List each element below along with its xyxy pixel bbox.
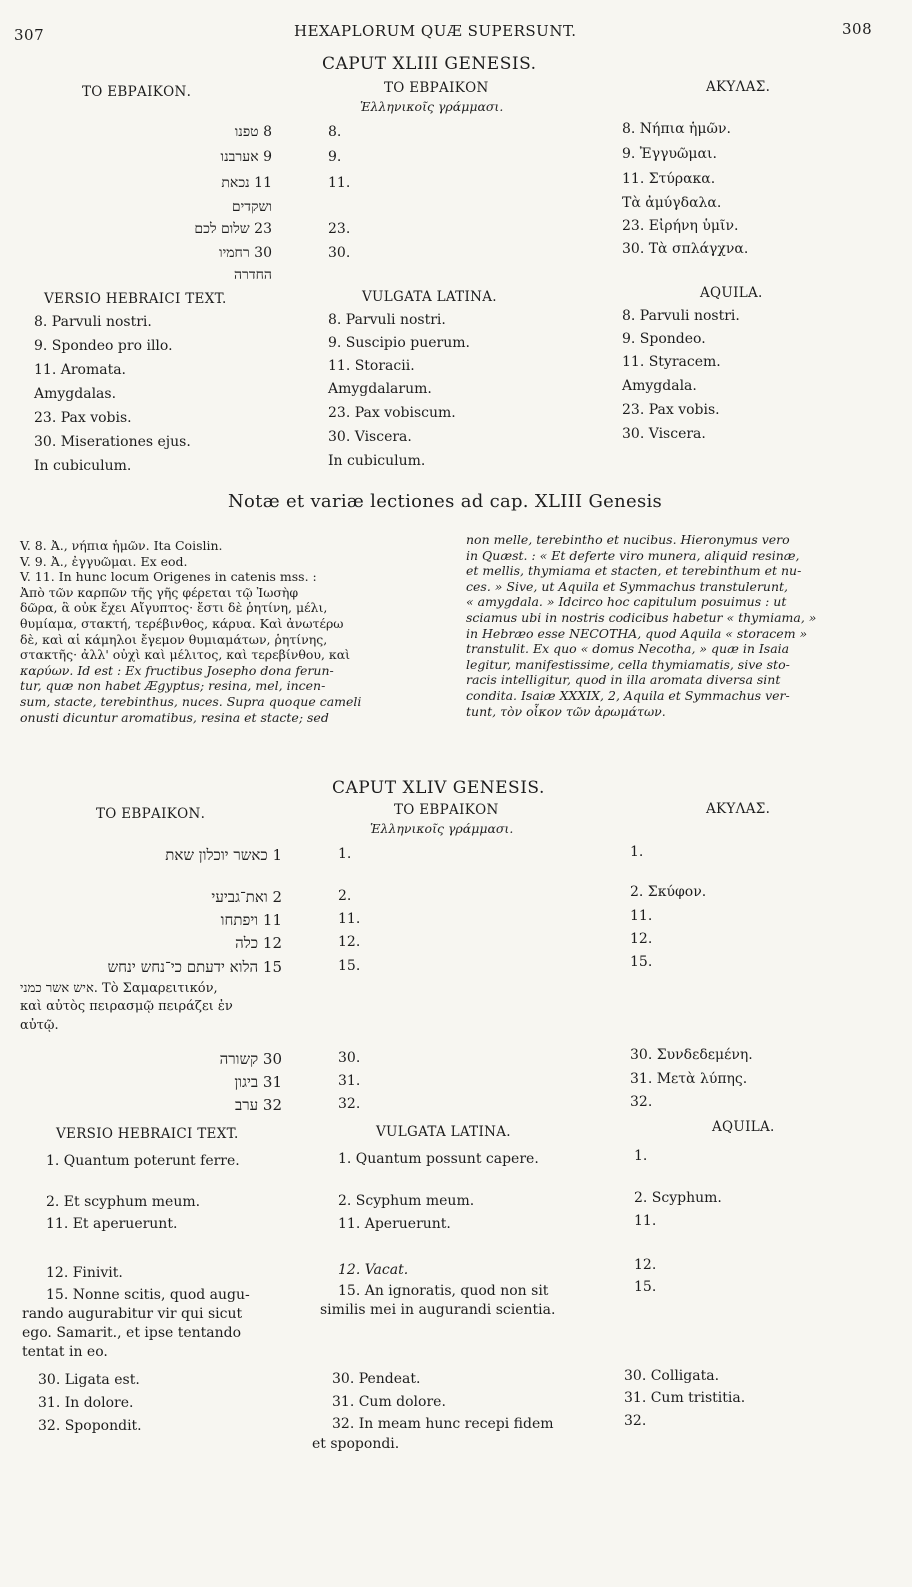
versio-verse: tentat in eo. [22, 1344, 108, 1360]
aquila-greek-verse: 30. Τὰ σπλάγχνα. [622, 241, 749, 257]
aquila-latin-verse: 30. Viscera. [622, 426, 706, 442]
versio-verse: 8. Parvuli nostri. [34, 314, 152, 330]
hebrew-verse-line: 9 אערבנו [220, 149, 272, 165]
transliteration-verse: 1. [338, 846, 352, 862]
hebrew-verse-line: 1 כאשר יוכלון שאת [165, 846, 282, 864]
aquila-latin-verse: 8. Parvuli nostri. [622, 308, 740, 324]
chapter-43-title: CAPUT XLIII GENESIS. [322, 54, 537, 74]
transliteration-verse: 32. [338, 1096, 361, 1112]
aquila-greek-verse: 23. Εἰρήνη ὑμῖν. [622, 218, 739, 234]
notes-right-column [466, 532, 896, 719]
aquila-latin-verse: 31. Cum tristitia. [624, 1390, 746, 1406]
hebrew-verse-line: 11 ויפתחו [220, 911, 282, 929]
aquila-greek-column-heading: ΑΚΥΛΑΣ. [706, 79, 771, 95]
notes-left-column [20, 538, 450, 725]
versio-verse: 1. Quantum poterunt ferre. [46, 1153, 240, 1169]
note-line: καρύων. Id est : Ex fructibus Josepho dona ferun- [20, 662, 334, 678]
vulgata-verse: 9. Suscipio puerum. [328, 335, 470, 351]
hebrew-verse-line: 2 ואת־גביעי [211, 888, 282, 906]
versio-column-heading: VERSIO HEBRAICI TEXT. [44, 291, 227, 307]
note-line: « amygdala. » Idcirco hoc capitulum posuimus : ut [466, 594, 787, 610]
note-line: et mellis, thymiama et stacten, et terebinthum et nu- [466, 563, 802, 579]
transliteration-verse: 30. [338, 1050, 361, 1066]
vulgata-verse: similis mei in augurandi scientia. [320, 1302, 556, 1318]
transliteration-column-heading: ΤΟ ΕΒΡΑΙΚΟΝ [394, 802, 499, 818]
hebrew-verse-line: 12 כלה [235, 934, 282, 952]
vulgata-verse: 32. In meam hunc recepi fidem [332, 1416, 554, 1432]
vulgata-verse: 1. Quantum possunt capere. [338, 1151, 539, 1167]
aquila-greek-verse: 11. Στύρακα. [622, 171, 716, 187]
vulgata-column-heading: VULGATA LATINA. [376, 1124, 511, 1140]
note-line: onusti dicuntur aromatibus, resina et stacte; sed [20, 709, 329, 725]
note-line: legitur, manifestissime, cella thymiamatis, sive sto- [466, 656, 790, 672]
hebrew-verse-line: 15 הלוא ידעתם כי־נחש ינחש [107, 958, 282, 976]
aquila-latin-verse: 32. [624, 1413, 647, 1429]
note-line: in Quæst. : « Et deferte viro munera, aliquid resinæ, [466, 547, 800, 563]
note-line: V. 8. Ἀ., νήπια ἡμῶν. Ita Coislin. [20, 538, 223, 553]
versio-column-heading: VERSIO HEBRAICI TEXT. [56, 1126, 239, 1142]
vulgata-verse: 2. Scyphum meum. [338, 1193, 475, 1209]
vulgata-verse: 30. Viscera. [328, 429, 412, 445]
running-title: HEXAPLORUM QUÆ SUPERSUNT. [294, 22, 577, 40]
vulgata-verse: et spopondi. [312, 1436, 400, 1452]
versio-verse: 15. Nonne scitis, quod augu- [46, 1287, 250, 1303]
aquila-latin-verse: 2. Scyphum. [634, 1190, 722, 1206]
note-line: sciamus ubi in nostris codicibus habetur « thymiama, » [466, 609, 817, 625]
aquila-greek-verse: Τὰ ἀμύγδαλα. [622, 195, 722, 211]
note-line: ces. » Sive, ut Aquila et Symmachus transtulerunt, [466, 578, 789, 594]
aquila-greek-verse: 15. [630, 954, 653, 970]
aquila-greek-verse: 12. [630, 931, 653, 947]
versio-verse: 12. Finivit. [46, 1265, 123, 1281]
aquila-latin-verse: 30. Colligata. [624, 1368, 720, 1384]
aquila-greek-verse: 11. [630, 908, 653, 924]
transliteration-column-subheading: Ἑλληνικοῖς γράμμασι. [370, 821, 514, 836]
versio-verse: 2. Et scyphum meum. [46, 1194, 201, 1210]
vulgata-verse: 15. An ignoratis, quod non sit [338, 1283, 549, 1299]
aquila-latin-verse: 11. Styracem. [622, 354, 721, 370]
transliteration-verse: 11. [338, 911, 361, 927]
transliteration-verse: 15. [338, 958, 361, 974]
aquila-latin-verse: 11. [634, 1213, 657, 1229]
aquila-greek-verse: 30. Συνδεδεμένη. [630, 1047, 753, 1063]
aquila-greek-verse: 8. Νήπια ἡμῶν. [622, 121, 731, 137]
hebrew-verse-line: 11 נכאת [221, 175, 272, 191]
versio-verse: 11. Aromata. [34, 362, 126, 378]
transliteration-column-subheading: Ἑλληνικοῖς γράμμασι. [360, 99, 504, 114]
vulgata-verse: Amygdalarum. [328, 381, 432, 397]
hebrew-verse-line: 32 ערב [235, 1096, 282, 1114]
vulgata-verse: 11. Aperuerunt. [338, 1216, 451, 1232]
versio-verse: 30. Miserationes ejus. [34, 434, 191, 450]
transliteration-verse: 11. [328, 175, 351, 191]
right-page-number: 308 [842, 20, 873, 38]
transliteration-verse: 2. [338, 888, 352, 904]
hebrew-verse-line: 31 ביגון [234, 1073, 282, 1091]
vulgata-verse: 31. Cum dolore. [332, 1394, 446, 1410]
hebrew-verse-line: 8 טפנו [234, 124, 272, 140]
versio-verse: 31. In dolore. [38, 1395, 134, 1411]
samaritan-note-line: καὶ αὐτὸς πειρασμῷ πειράζει ἐν [20, 999, 233, 1014]
hebrew-verse-line: 30 קשורה [219, 1050, 282, 1068]
versio-verse: ego. Samarit., et ipse tentando [22, 1325, 242, 1341]
transliteration-verse: 31. [338, 1073, 361, 1089]
vulgata-verse: 12. Vacat. [338, 1262, 409, 1278]
versio-verse: 23. Pax vobis. [34, 410, 132, 426]
notes-title: Notæ et variæ lectiones ad cap. XLIII Genesis [228, 491, 663, 512]
samaritan-note-line: αὐτῷ. [20, 1018, 59, 1033]
left-page-number: 307 [14, 26, 45, 44]
transliteration-verse: 9. [328, 149, 342, 165]
versio-verse: 11. Et aperuerunt. [46, 1216, 178, 1232]
samaritan-note-line: איש אשר כמני. Τὸ Σαμαρειτικόν, [20, 981, 218, 996]
transliteration-column-heading: ΤΟ ΕΒΡΑΙΚΟΝ [384, 80, 489, 96]
versio-verse: 32. Spopondit. [38, 1418, 142, 1434]
versio-verse: rando augurabitur vir qui sicut [22, 1306, 243, 1322]
aquila-latin-verse: 15. [634, 1279, 657, 1295]
hebrew-verse-line: 30 רחמיו [219, 245, 272, 261]
aquila-latin-verse: Amygdala. [622, 378, 697, 394]
note-line: condita. Isaiæ XXXIX, 2, Aquila et Symmachus ver- [466, 687, 790, 703]
note-line: δὲ, καὶ αἱ κάμηλοι ἔγεμον θυμιαμάτων, ῥητίνης, [20, 631, 328, 647]
vulgata-verse: 23. Pax vobiscum. [328, 405, 456, 421]
note-line: tur, quæ non habet Ægyptus; resina, mel, incen- [20, 678, 326, 694]
note-line: non melle, terebintho et nucibus. Hieronymus vero [466, 532, 790, 547]
hebrew-verse-line: 23 שלום לכם [194, 221, 272, 237]
vulgata-verse: 30. Pendeat. [332, 1371, 421, 1387]
note-line: in Hebræo esse NECOTHA, quod Aquila « storacem » [466, 625, 808, 641]
vulgata-verse: 8. Parvuli nostri. [328, 312, 446, 328]
aquila-latin-verse: 9. Spondeo. [622, 331, 706, 347]
aquila-latin-column-heading: AQUILA. [712, 1119, 775, 1135]
chapter-44-title: CAPUT XLIV GENESIS. [332, 778, 545, 798]
versio-verse: In cubiculum. [34, 458, 132, 474]
versio-verse: 9. Spondeo pro illo. [34, 338, 173, 354]
vulgata-verse: In cubiculum. [328, 453, 426, 469]
note-line: V. 11. In hunc locum Origenes in catenis mss. : [20, 569, 317, 585]
hebrew-verse-line: החדרה [233, 267, 272, 283]
hebrew-column-heading: ΤΟ ΕΒΡΑΙΚΟΝ. [96, 806, 206, 822]
aquila-latin-column-heading: AQUILA. [700, 285, 763, 301]
aquila-greek-column-heading: ΑΚΥΛΑΣ. [706, 801, 771, 817]
note-line: sum, stacte, terebinthus, nuces. Supra quoque cameli [20, 693, 362, 709]
transliteration-verse: 23. [328, 221, 351, 237]
transliteration-verse: 12. [338, 934, 361, 950]
note-line: racis intelligitur, quod in illa aromata diversa sint [466, 672, 781, 688]
versio-verse: 30. Ligata est. [38, 1372, 140, 1388]
note-line: tunt, τὸν οἶκον τῶν ἀρωμάτων. [466, 703, 666, 719]
aquila-greek-verse: 31. Μετὰ λύπης. [630, 1071, 748, 1087]
aquila-greek-verse: 32. [630, 1094, 653, 1110]
note-line: Ἀπὸ τῶν καρπῶν τῆς γῆς φέρεται τῷ Ἰωσὴφ [20, 584, 299, 600]
note-line: θυμίαμα, στακτή, τερέβινθος, κάρυα. Καὶ ἀνωτέρω [20, 615, 344, 631]
aquila-latin-verse: 12. [634, 1257, 657, 1273]
aquila-greek-verse: 2. Σκύφον. [630, 884, 707, 900]
transliteration-verse: 8. [328, 124, 342, 140]
transliteration-verse: 30. [328, 245, 351, 261]
hebrew-column-heading: ΤΟ ΕΒΡΑΙΚΟΝ. [82, 84, 192, 100]
note-line: V. 9. Ἀ., ἐγγυῶμαι. Ex eod. [20, 553, 188, 569]
note-line: δῶρα, ἃ οὐκ ἔχει Αἴγυπτος· ἔστι δὲ ῥητίνη, μέλι, [20, 600, 328, 616]
aquila-greek-verse: 1. [630, 844, 644, 860]
hebrew-verse-line: ושקדים [231, 199, 272, 215]
aquila-latin-verse: 23. Pax vobis. [622, 402, 720, 418]
note-line: στακτῆς· ἀλλ' οὐχὶ καὶ μέλιτος, καὶ τερεβίνθου, καὶ [20, 647, 351, 663]
aquila-greek-verse: 9. Ἐγγυῶμαι. [622, 146, 717, 162]
vulgata-column-heading: VULGATA LATINA. [362, 289, 497, 305]
note-line: transtulit. Ex quo « domus Necotha, » quæ in Isaia [466, 641, 790, 657]
versio-verse: Amygdalas. [34, 386, 117, 402]
vulgata-verse: 11. Storacii. [328, 358, 415, 374]
aquila-latin-verse: 1. [634, 1148, 648, 1164]
